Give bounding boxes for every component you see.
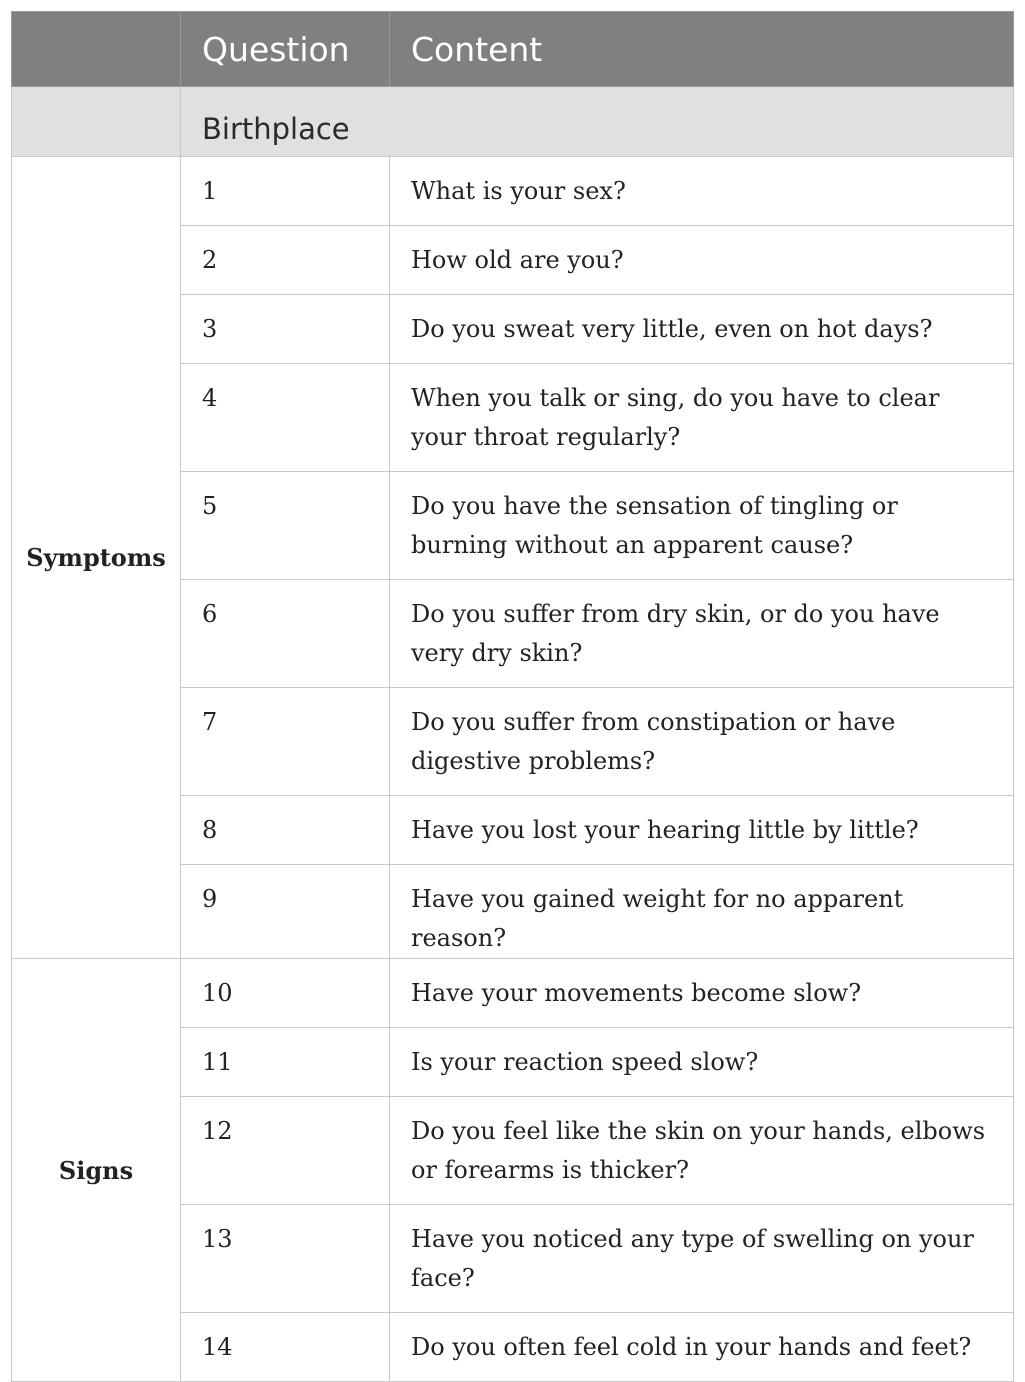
section-row bbox=[12, 87, 1014, 157]
question-number: 11 bbox=[181, 1028, 390, 1097]
question-number: 1 bbox=[181, 157, 390, 226]
question-content: Do you have the sensation of tingling or burning without an apparent cause? bbox=[390, 472, 1014, 580]
header-content: Content bbox=[390, 12, 1014, 87]
question-content: Have you lost your hearing little by little? bbox=[390, 796, 1014, 865]
question-number: 7 bbox=[181, 688, 390, 796]
question-content: Have you noticed any type of swelling on your face? bbox=[390, 1205, 1014, 1313]
question-number: 4 bbox=[181, 364, 390, 472]
questionnaire-table bbox=[11, 11, 1014, 1382]
question-content: What is your sex? bbox=[390, 157, 1014, 226]
table-row bbox=[12, 959, 1014, 1028]
question-number: 14 bbox=[181, 1313, 390, 1382]
group-label-symptoms: Symptoms bbox=[12, 157, 181, 959]
question-number: 5 bbox=[181, 472, 390, 580]
question-content: Do you suffer from constipation or have digestive problems? bbox=[390, 688, 1014, 796]
question-content: Have your movements become slow? bbox=[390, 959, 1014, 1028]
question-content: How old are you? bbox=[390, 226, 1014, 295]
question-number: 2 bbox=[181, 226, 390, 295]
question-number: 3 bbox=[181, 295, 390, 364]
question-content: When you talk or sing, do you have to clear your throat regularly? bbox=[390, 364, 1014, 472]
question-number: 10 bbox=[181, 959, 390, 1028]
question-number: 12 bbox=[181, 1097, 390, 1205]
header-question: Question bbox=[181, 12, 390, 87]
question-number: 9 bbox=[181, 865, 390, 959]
question-content: Do you sweat very little, even on hot days? bbox=[390, 295, 1014, 364]
question-content: Do you suffer from dry skin, or do you have very dry skin? bbox=[390, 580, 1014, 688]
question-number: 8 bbox=[181, 796, 390, 865]
table-row bbox=[12, 157, 1014, 226]
header-group bbox=[12, 12, 181, 87]
question-content: Is your reaction speed slow? bbox=[390, 1028, 1014, 1097]
question-content: Have you gained weight for no apparent reason? bbox=[390, 865, 1014, 959]
section-label: Birthplace bbox=[181, 87, 1014, 157]
question-number: 13 bbox=[181, 1205, 390, 1313]
section-empty-cell bbox=[12, 87, 181, 157]
header-row bbox=[12, 12, 1014, 87]
question-content: Do you feel like the skin on your hands, elbows or forearms is thicker? bbox=[390, 1097, 1014, 1205]
group-label-signs: Signs bbox=[12, 959, 181, 1382]
question-number: 6 bbox=[181, 580, 390, 688]
question-content: Do you often feel cold in your hands and feet? bbox=[390, 1313, 1014, 1382]
